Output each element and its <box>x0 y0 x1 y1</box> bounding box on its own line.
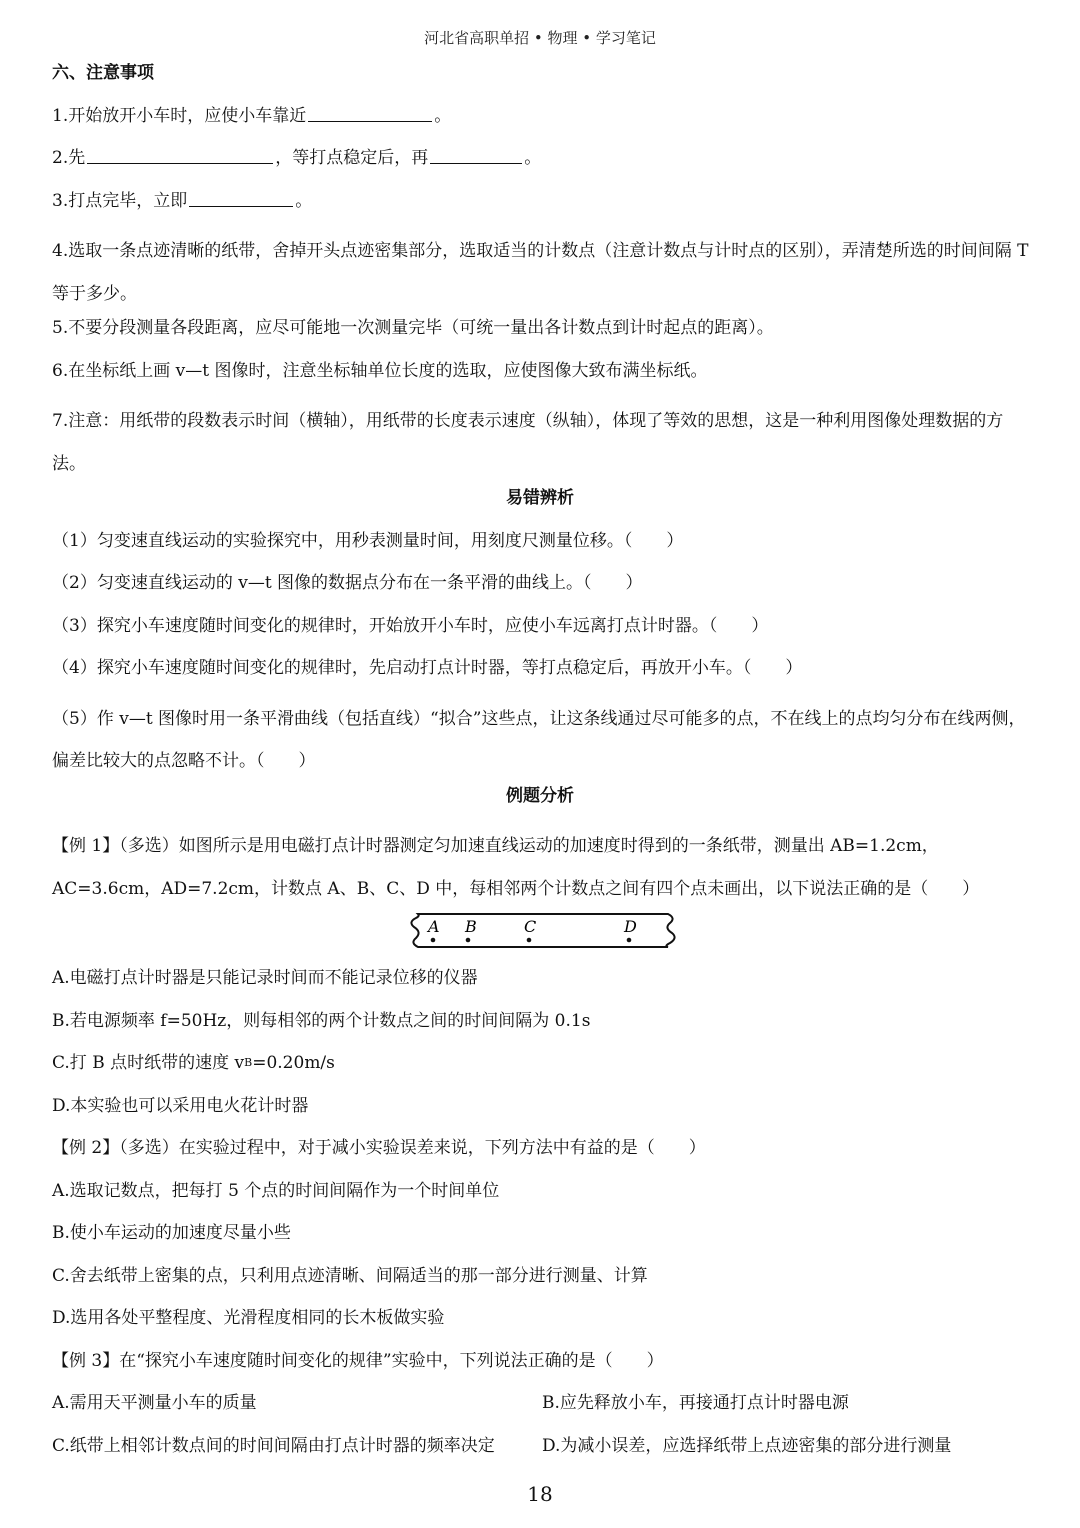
page-number: 18 <box>527 1482 553 1506</box>
note-item-5: 5.不要分段测量各段距离，应尽可能地一次测量完毕（可统一量出各计数点到计时起点的距离）。 <box>52 318 774 338</box>
example-1-option-a: A.电磁打点计时器是只能记录时间而不能记录位移的仪器 <box>52 968 478 988</box>
note-item-6: 6.在坐标纸上画 v—t 图像时，注意坐标轴单位长度的选取，应使图像大致布满坐标纸。 <box>52 360 708 381</box>
note-item-2: 2.先 ，等打点稳定后，再 。 <box>52 145 1032 188</box>
example-3-option-b: B.应先释放小车，再接通打点计时器电源 <box>542 1393 849 1413</box>
example-1-option-b: B.若电源频率 f=50Hz，则每相邻的两个计数点之间的时间间隔为 0.1s <box>52 1010 591 1031</box>
example-1-option-c: C.打 B 点时纸带的速度 v B =0.20m/s <box>52 1053 335 1073</box>
note-item-3: 3.打点完毕，立即 。 <box>52 188 1032 231</box>
example-3-options-row-2 <box>52 1433 1032 1476</box>
fill-blank[interactable] <box>189 188 293 207</box>
error-item-2: （2）匀变速直线运动的 v—t 图像的数据点分布在一条平滑的曲线上。（ ） <box>52 573 643 593</box>
tape-point-b <box>466 938 471 943</box>
paper-tape-figure <box>52 910 1032 965</box>
example-2-stem: 【例 2】（多选）在实验过程中，对于减小实验误差来说，下列方法中有益的是（ ） <box>52 1138 706 1158</box>
section-title: 六、注意事项 <box>52 63 154 83</box>
example-2-option-c: C.舍去纸带上密集的点，只利用点迹清晰、间隔适当的那一部分进行测量、计算 <box>52 1265 648 1286</box>
tape-label-a: A <box>428 917 440 936</box>
page-header: 河北省高职单招 • 物理 • 学习笔记 <box>424 29 656 47</box>
example-1-stem: 【例 1】（多选）如图所示是用电磁打点计时器测定匀加速直线运动的加速度时得到的一条纸带，测量出 AB=1.2cm，AC=3.6cm，AD=7.2cm，计数点 A、B、C、D 中，每相邻两个计数点之间有四个点未画出，以下说法正确的是（ ） <box>52 836 980 899</box>
example-2-option-a: A.选取记数点，把每打 5 个点的时间间隔作为一个时间单位 <box>52 1180 500 1201</box>
example-3-option-d: D.为减小误差，应选择纸带上点迹密集的部分进行测量 <box>542 1435 952 1456</box>
example-3-option-c: C.纸带上相邻计数点间的时间间隔由打点计时器的频率决定 <box>52 1435 495 1456</box>
note-item-7: 7.注意：用纸带的段数表示时间（横轴），用纸带的长度表示速度（纵轴），体现了等效的思想，这是一种利用图像处理数据的方法。 <box>52 411 1004 474</box>
tape-label-d: D <box>624 917 637 936</box>
example-3-option-a: A.需用天平测量小车的质量 <box>52 1393 257 1413</box>
tape-point-c <box>527 938 532 943</box>
example-2-option-d: D.选用各处平整程度、光滑程度相同的长木板做实验 <box>52 1308 445 1328</box>
fill-blank[interactable] <box>430 145 522 164</box>
fill-blank[interactable] <box>87 145 273 164</box>
tape-point-a <box>431 938 436 943</box>
example-3-stem: 【例 3】在“探究小车速度随时间变化的规律”实验中，下列说法正确的是（ ） <box>52 1350 664 1371</box>
error-item-3: （3）探究小车速度随时间变化的规律时，开始放开小车时，应使小车远离打点计时器。（ ） <box>52 615 769 636</box>
error-item-1: （1）匀变速直线运动的实验探究中，用秒表测量时间，用刻度尺测量位移。（ ） <box>52 530 684 551</box>
example-2-option-b: B.使小车运动的加速度尽量小些 <box>52 1223 291 1243</box>
tape-label-c: C <box>524 917 537 936</box>
page-content <box>52 60 1032 1475</box>
error-item-5: （5）作 v—t 图像时用一条平滑曲线（包括直线）“拟合”这些点，让这条线通过尽可能多的点，不在线上的点均匀分布在线两侧，偏差比较大的点忽略不计。（ ） <box>52 708 1026 771</box>
fill-blank[interactable] <box>308 103 432 122</box>
paper-tape-diagram <box>406 910 726 950</box>
note-item-1: 1.开始放开小车时，应使小车靠近 。 <box>52 103 1032 146</box>
error-item-4: （4）探究小车速度随时间变化的规律时，先启动打点计时器，等打点稳定后，再放开小车。（ ） <box>52 658 803 678</box>
note-item-4: 4.选取一条点迹清晰的纸带，舍掉开头点迹密集部分，选取适当的计数点（注意计数点与计时点的区别），弄清楚所选的时间间隔 T 等于多少。 <box>52 241 1029 304</box>
example-3-options-row-1 <box>52 1390 1032 1433</box>
errors-title: 易错辨析 <box>506 488 574 508</box>
tape-point-d <box>627 938 632 943</box>
tape-label-b: B <box>465 917 477 936</box>
example-1-option-d: D.本实验也可以采用电火花计时器 <box>52 1095 309 1116</box>
examples-title: 例题分析 <box>506 785 574 806</box>
